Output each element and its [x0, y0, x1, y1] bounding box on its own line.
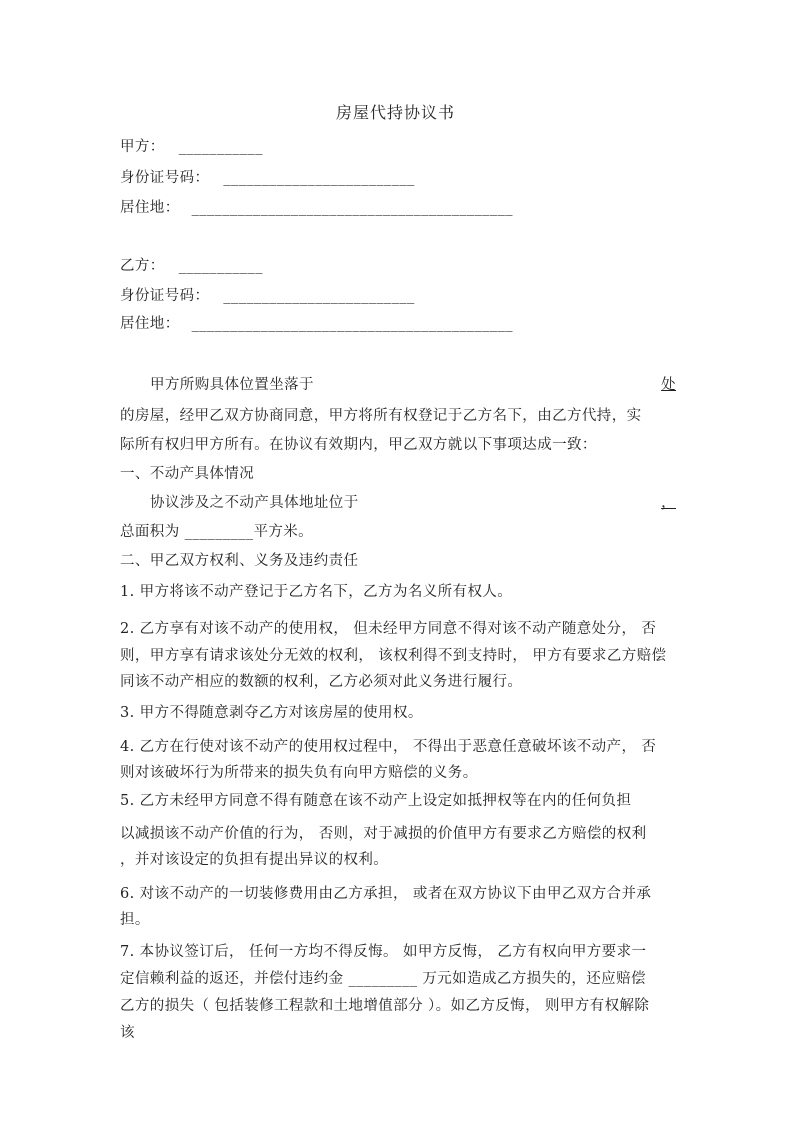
penalty-blank: _________	[348, 971, 418, 987]
party-b-address-label: 居住地：	[120, 316, 180, 332]
section-2-heading: 二、甲乙双方权利、义务及违约责任	[120, 553, 359, 569]
section-1-line-1	[150, 493, 676, 513]
item-7-line-3: 乙方的损失（ 包括装修工程款和土地增值部分 ）。如乙方反悔， 则甲方有权解除	[120, 998, 650, 1014]
intro-line-1-right: 处	[661, 377, 676, 393]
party-a-id-line	[120, 168, 415, 188]
item-6-line-1: 6. 对该不动产的一切装修费用由乙方承担， 或者在双方协议下由甲乙双方合并承	[120, 886, 652, 902]
party-a-blank: ___________	[178, 139, 263, 155]
area-unit: 平方米。	[253, 524, 314, 540]
item-2-line-3: 同该不动产相应的数额的权利，乙方必须对此义务进行履行。	[120, 674, 523, 690]
party-b-address-line	[120, 314, 513, 334]
item-4-line-1: 4. 乙方在行使对该不动产的使用权过程中， 不得出于恶意任意破坏该不动产， 否	[120, 739, 657, 755]
item-5-line-1: 5. 乙方未经甲方同意不得有随意在该不动产上设定如抵押权等在内的任何负担	[120, 793, 632, 809]
item-2-line-1: 2. 乙方享有对该不动产的使用权， 但未经甲方同意不得对该不动产随意处分， 否	[120, 621, 657, 637]
item-4-line-2: 则对该破坏行为所带来的损失负有向甲方赔偿的义务。	[120, 765, 478, 781]
area-label: 总面积为	[120, 524, 185, 540]
party-a-name-line	[120, 137, 263, 157]
party-b-label: 乙方：	[120, 258, 165, 274]
party-a-label: 甲方：	[120, 139, 165, 155]
item-7-line-4: 该	[120, 1025, 135, 1041]
item-5-line-2: 以减损该不动产价值的行为， 否则，对于减损的价值甲方有要求乙方赔偿的权利	[120, 826, 647, 842]
item-6-line-2: 担。	[120, 912, 150, 928]
item-3: 3. 甲方不得随意剥夺乙方对该房屋的使用权。	[120, 705, 423, 721]
party-a-id-blank: _________________________	[223, 170, 415, 186]
section-1-line-2	[120, 522, 313, 542]
party-b-id-blank: _________________________	[223, 288, 415, 304]
party-b-blank: ___________	[178, 258, 263, 274]
item-5-line-3: ，并对该设定的负担有提出异议的权利。	[120, 852, 389, 868]
party-b-address-blank: __________________________________________	[191, 316, 513, 332]
party-b-id-line	[120, 286, 415, 306]
item-7-line-2	[120, 969, 646, 989]
item-1: 1. 甲方将该不动产登记于乙方名下，乙方为名义所有权人。	[120, 584, 513, 600]
party-b-id-label: 身份证号码：	[120, 288, 210, 304]
penalty-label: 定信赖利益的返还，并偿付违约金	[120, 971, 349, 987]
party-a-address-line	[120, 198, 513, 218]
item-2-line-2: 则，甲方享有请求该处分无效的权利， 该权利得不到支持时， 甲方有要求乙方赔偿	[120, 648, 667, 664]
party-a-id-label: 身份证号码：	[120, 170, 210, 186]
section-1-line-1-left: 协议涉及之不动产具体地址位于	[150, 495, 359, 511]
intro-line-3: 际所有权归甲方所有。在协议有效期内，甲乙双方就以下事项达成一致：	[120, 437, 597, 453]
intro-line-1-left: 甲方所购具体位置坐落于	[150, 377, 314, 393]
party-a-address-blank: __________________________________________	[191, 200, 513, 216]
item-7-line-1: 7. 本协议签订后， 任何一方均不得反悔。 如甲方反悔， 乙方有权向甲方要求一	[120, 944, 647, 960]
section-1-heading: 一、不动产具体情况	[120, 466, 255, 482]
area-blank: _________	[184, 524, 254, 540]
section-1-line-1-right: ，	[661, 495, 676, 511]
intro-line-1	[150, 375, 676, 395]
party-a-address-label: 居住地：	[120, 200, 180, 216]
party-b-name-line	[120, 256, 263, 276]
intro-line-2: 的房屋，经甲乙双方协商同意，甲方将所有权登记于乙方名下，由乙方代持，实	[120, 408, 642, 424]
penalty-text: 万元如造成乙方损失的，还应赔偿	[417, 971, 646, 987]
document-title: 房屋代持协议书	[336, 103, 456, 122]
